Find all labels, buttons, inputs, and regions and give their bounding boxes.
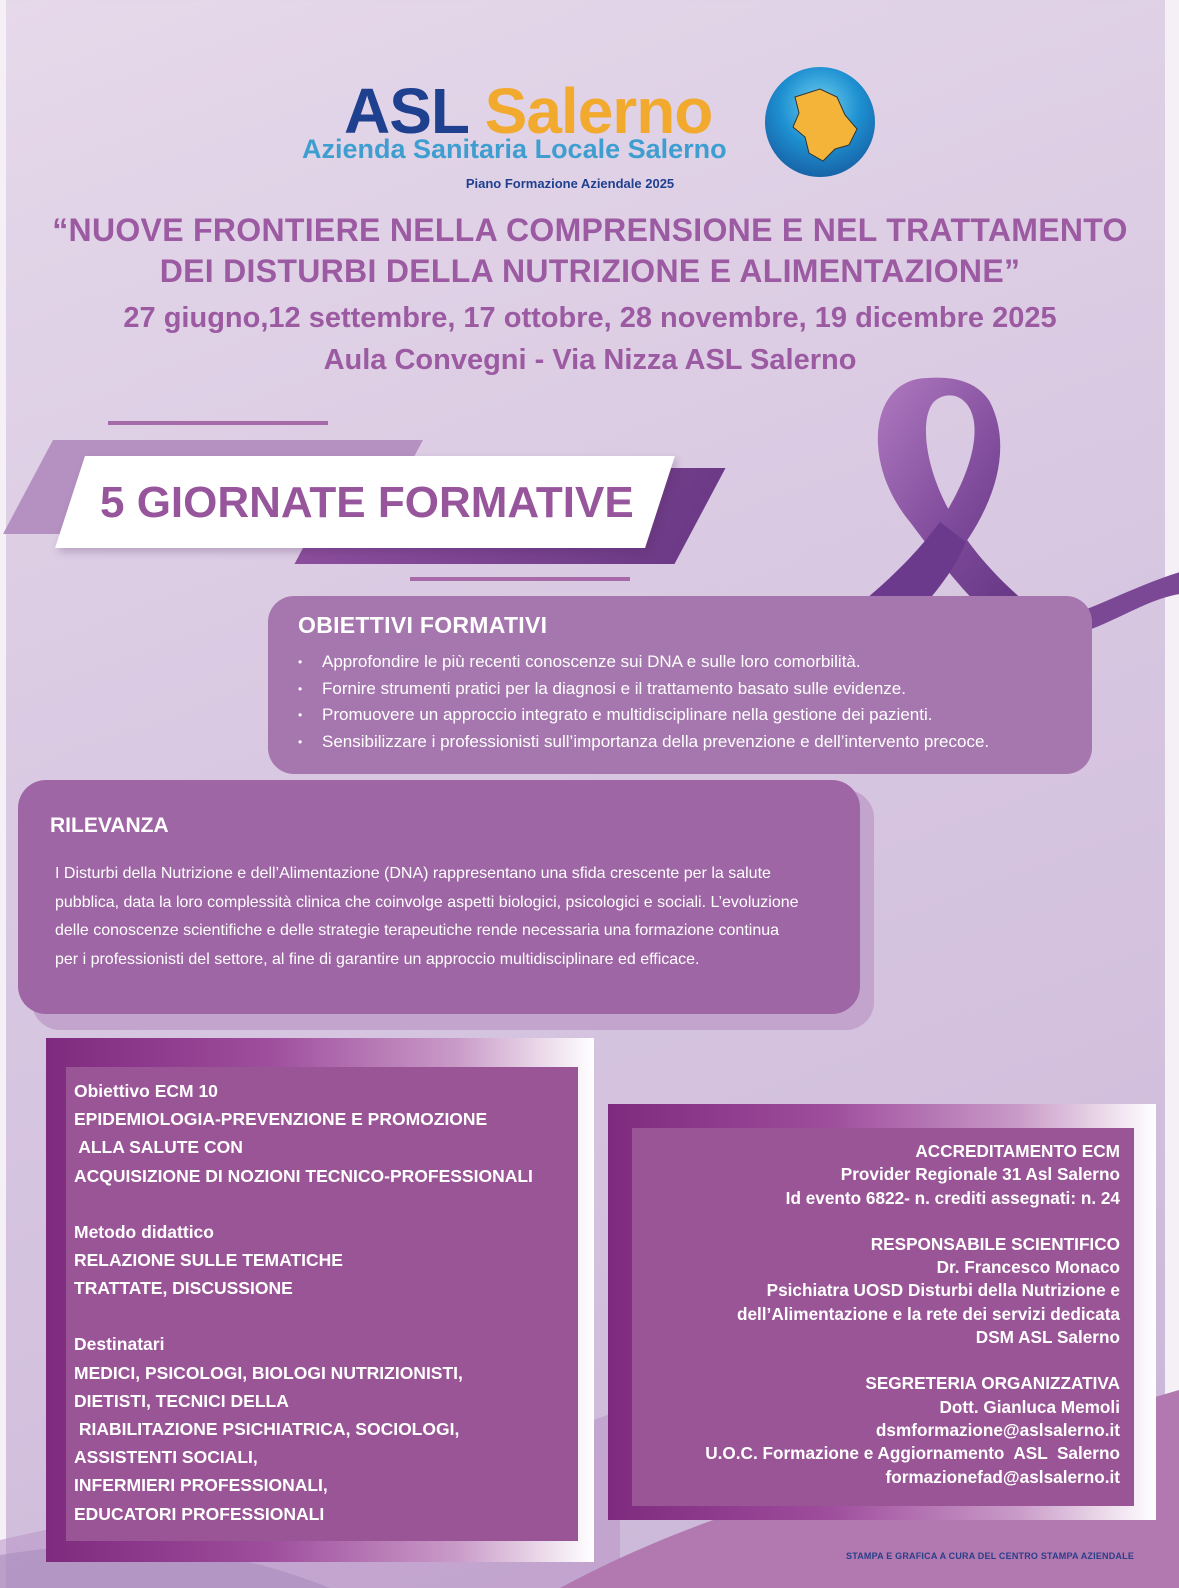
event-title-line-1: “NUOVE FRONTIERE NELLA COMPRENSIONE E NEL TRATTAMENTO (52, 212, 1128, 248)
event-dates: 27 giugno,12 settembre, 17 ottobre, 28 novembre, 19 dicembre 2025 (123, 302, 1057, 334)
asl-logo (300, 70, 880, 200)
segreteria-email-link[interactable]: dsmformazione@aslsalerno.it (875, 1419, 1120, 1440)
list-item: • Approfondire le più recenti conoscenze sui DNA e sulle loro comorbilità. (298, 649, 1062, 676)
banner-giornate-formative: 5 GIORNATE FORMATIVE (100, 478, 634, 527)
info-box (632, 1128, 1134, 1506)
accreditamento-line: Id evento 6822- n. crediti assegnati: n. 24 (785, 1187, 1120, 1208)
obiettivo-ecm-line: ALLA SALUTE CON (74, 1137, 243, 1158)
footer-credit: STAMPA E GRAFICA A CURA DEL CENTRO STAMPA AZIENDALE (846, 1551, 1135, 1561)
obiettivo-ecm-title: Obiettivo ECM 10 (74, 1081, 218, 1101)
destinatari-line: ASSISTENTI SOCIALI, (74, 1447, 258, 1468)
destinatari-line: DIETISTI, TECNICI DELLA (74, 1390, 289, 1411)
responsabile-block (646, 1233, 1120, 1349)
responsabile-line: Dr. Francesco Monaco (936, 1257, 1120, 1278)
segreteria-title: SEGRETERIA ORGANIZZATIVA (865, 1373, 1120, 1394)
list-item: • Promuovere un approccio integrato e multidisciplinare nella gestione dei pazienti. (298, 702, 1062, 729)
event-title-line-2: DEI DISTURBI DELLA NUTRIZIONE E ALIMENTAZIONE” (159, 253, 1021, 289)
rilevanza-panel (18, 780, 860, 1014)
event-title (40, 210, 1140, 292)
logo-asl-text: ASL (344, 75, 468, 147)
obiettivo-ecm-line: EPIDEMIOLOGIA-PREVENZIONE E PROMOZIONE (74, 1109, 488, 1130)
ecm-box (66, 1067, 578, 1541)
campania-globe-icon (765, 67, 875, 177)
rilevanza-line: delle conoscenze scientifiche e delle strategie terapeutiche rende necessaria una formazione continua (55, 922, 780, 939)
destinatari-line: RIABILITAZIONE PSICHIATRICA, SOCIOLOGI, (74, 1419, 460, 1440)
obiettivi-heading: OBIETTIVI FORMATIVI (298, 612, 548, 638)
metodo-didattico-block (74, 1218, 570, 1303)
rilevanza-line: pubblica, data la loro complessità clinica che coinvolge aspetti biologici, psicologici e sociali. L’evoluzione (55, 893, 799, 911)
destinatari-line: MEDICI, PSICOLOGI, BIOLOGI NUTRIZIONISTI, (74, 1362, 463, 1383)
rilevanza-line: per i professionisti del settore, al fine di garantire un approccio multidisciplinare ed efficace. (55, 950, 700, 968)
accreditamento-title: ACCREDITAMENTO ECM (915, 1141, 1120, 1161)
logo-subtitle: Azienda Sanitaria Locale Salerno (302, 134, 727, 164)
responsabile-line: Psichiatra UOSD Disturbi della Nutrizione e (766, 1280, 1120, 1301)
piano-formazione: Piano Formazione Aziendale 2025 (465, 176, 675, 191)
destinatari-block (74, 1330, 570, 1527)
decorative-rule-bottom (410, 577, 630, 581)
list-item: • Sensibilizzare i professionisti sull’importanza della prevenzione e dell’intervento precoce. (298, 729, 1062, 756)
segreteria-line: U.O.C. Formazione e Aggiornamento ASL Salerno (705, 1443, 1120, 1464)
list-item: • Fornire strumenti pratici per la diagnosi e il trattamento basato sulle evidenze. (298, 676, 1062, 703)
metodo-line: TRATTATE, DISCUSSIONE (74, 1278, 293, 1299)
formazione-email-link[interactable]: formazionefad@aslsalerno.it (885, 1466, 1120, 1487)
metodo-title: Metodo didattico (74, 1221, 214, 1242)
rilevanza-text (50, 860, 826, 974)
segreteria-line: Dott. Gianluca Memoli (939, 1396, 1120, 1417)
destinatari-title: Destinatari (74, 1334, 165, 1355)
obiettivi-list (298, 649, 1062, 755)
rilevanza-line: I Disturbi della Nutrizione e dell’Alimentazione (DNA) rappresentano una sfida crescente per la salute (55, 865, 771, 882)
metodo-line: RELAZIONE SULLE TEMATICHE (74, 1250, 343, 1271)
logo-salerno-text: Salerno (484, 75, 713, 147)
destinatari-line: EDUCATORI PROFESSIONALI (74, 1503, 325, 1524)
responsabile-line: DSM ASL Salerno (975, 1327, 1120, 1348)
accreditamento-line: Provider Regionale 31 Asl Salerno (840, 1164, 1120, 1185)
obiettivo-ecm-line: ACQUISIZIONE DI NOZIONI TECNICO-PROFESSIONALI (74, 1165, 533, 1186)
decorative-rule-top (108, 421, 328, 425)
responsabile-title: RESPONSABILE SCIENTIFICO (870, 1233, 1120, 1254)
segreteria-block (646, 1372, 1120, 1488)
destinatari-line: INFERMIERI PROFESSIONALI, (74, 1475, 328, 1496)
responsabile-line: dell’Alimentazione e la rete dei servizi dedicata (736, 1303, 1120, 1324)
accreditamento-block (646, 1140, 1120, 1210)
rilevanza-heading: RILEVANZA (50, 814, 169, 837)
event-venue: Aula Convegni - Via Nizza ASL Salerno (323, 344, 857, 376)
obiettivo-ecm-block (74, 1077, 570, 1190)
obiettivi-formativi-panel (268, 596, 1092, 774)
